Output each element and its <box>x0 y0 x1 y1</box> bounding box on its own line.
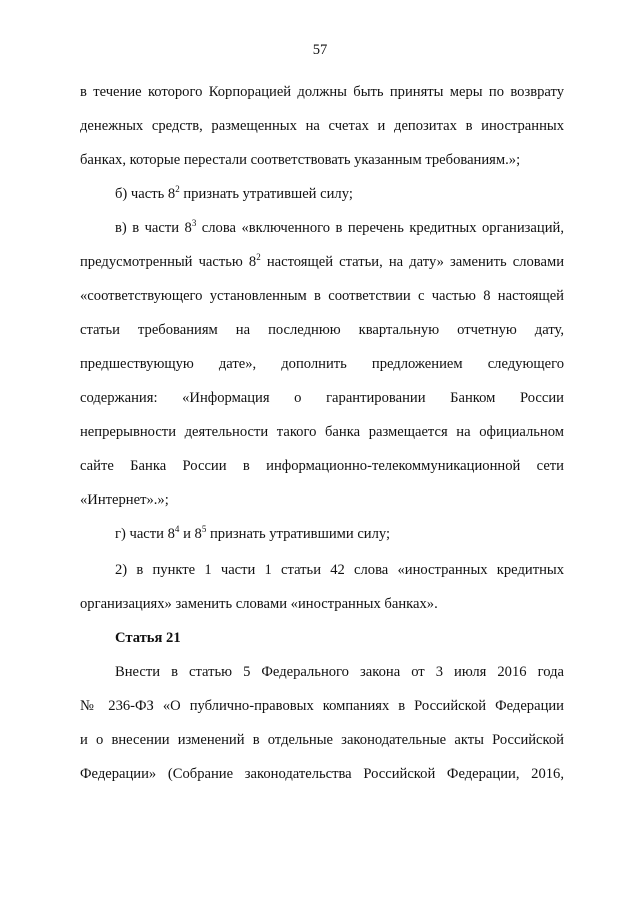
text-line: № 236-ФЗ «О публично-правовых компаниях в Российской Федерации <box>80 698 564 714</box>
text-line: и о внесении изменений в отдельные законодательные акты Российской <box>80 732 564 748</box>
text-line <box>80 253 564 271</box>
superscript: 3 <box>191 218 197 228</box>
text-line: сайте Банка России в информационно-телекоммуникационной сети <box>80 458 564 474</box>
text-line: «Интернет».»; <box>80 492 169 508</box>
text-line: 2) в пункте 1 части 1 статьи 42 слова «иностранных кредитных <box>115 562 564 578</box>
text-line: Федерации» (Собрание законодательства Российской Федерации, 2016, <box>80 766 564 782</box>
text-line: статьи требованиям на последнюю квартальную отчетную дату, <box>80 322 564 338</box>
text-run: настоящей статьи, на дату» заменить словами <box>260 254 565 270</box>
text-run: слова «включенного в перечень кредитных организаций, <box>196 220 564 236</box>
text-run: признать утратившими силу; <box>206 526 391 542</box>
text-run: г) части 8 <box>115 526 175 542</box>
superscript: 5 <box>201 524 207 534</box>
page-number: 57 <box>312 42 328 58</box>
text-line: содержания: «Информация о гарантировании Банком России <box>80 390 564 406</box>
text-line <box>115 219 564 237</box>
superscript: 4 <box>174 524 180 534</box>
text-line: организациях» заменить словами «иностранных банках». <box>80 596 438 612</box>
text-line <box>115 525 564 543</box>
text-line: «соответствующего установленным в соответствии с частью 8 настоящей <box>80 288 564 304</box>
text-line: предшествующую дате», дополнить предложением следующего <box>80 356 564 372</box>
text-run: и 8 <box>179 526 202 542</box>
article-heading: Статья 21 <box>115 630 181 646</box>
text-run: признать утратившей силу; <box>179 186 353 202</box>
text-line: в течение которого Корпорацией должны быть приняты меры по возврату <box>80 84 564 100</box>
text-run: в) в части 8 <box>115 220 192 236</box>
text-run: предусмотренный частью 8 <box>80 254 257 270</box>
text-line <box>115 185 564 203</box>
text-line: Внести в статью 5 Федерального закона от 3 июля 2016 года <box>115 664 564 680</box>
text-line: непрерывности деятельности такого банка размещается на официальном <box>80 424 564 440</box>
superscript: 2 <box>256 252 261 262</box>
text-line: банках, которые перестали соответствовать указанным требованиям.»; <box>80 152 521 168</box>
text-run: б) часть 8 <box>115 186 176 202</box>
text-line: денежных средств, размещенных на счетах и депозитах в иностранных <box>80 118 564 134</box>
superscript: 2 <box>175 184 180 194</box>
